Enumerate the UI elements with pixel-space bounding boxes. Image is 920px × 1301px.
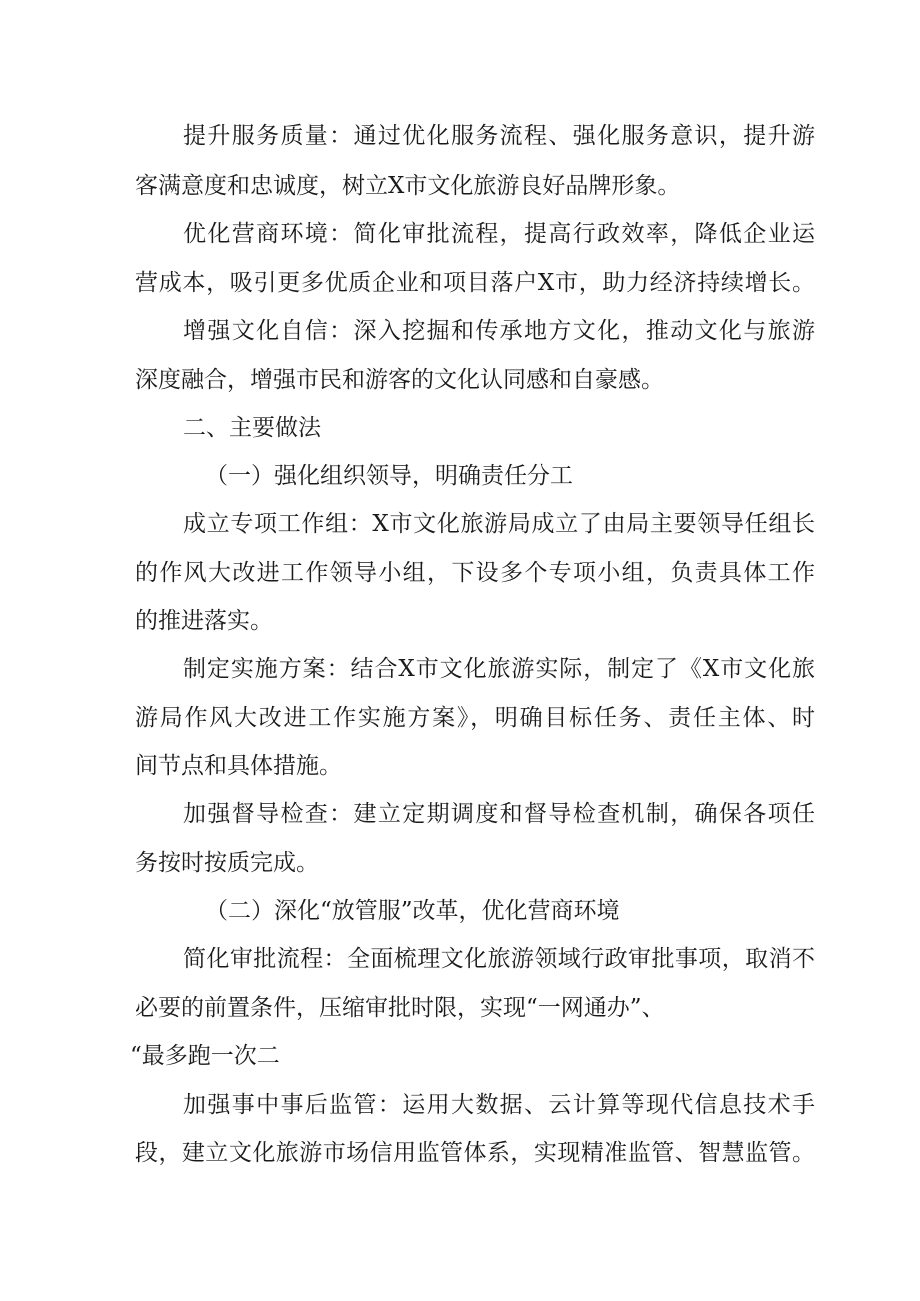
paragraph-cultural-confidence-line-1: 增强文化自信：深入挖掘和传承地方文化，推动文化与旅游 (183, 318, 815, 344)
paragraph-approval-process-line-2: 必要的前置条件，压缩审批时限，实现“一网通办”、 (135, 995, 665, 1021)
paragraph-service-quality-line-2: 客满意度和忠诚度，树立X市文化旅游良好品牌形象。 (135, 173, 681, 199)
paragraph-work-group-line-1: 成立专项工作组：X市文化旅游局成立了由局主要领导任组长 (183, 511, 815, 537)
subheading-organization-leadership: （一）强化组织领导，明确责任分工 (205, 463, 573, 489)
paragraph-work-group-line-3: 的推进落实。 (135, 608, 273, 634)
paragraph-implementation-plan-line-3: 间节点和具体措施。 (135, 753, 342, 779)
paragraph-cultural-confidence-line-2: 深度融合，增强市民和游客的文化认同感和自豪感。 (135, 367, 664, 393)
paragraph-approval-process-line-1: 简化审批流程：全面梳理文化旅游领域行政审批事项，取消不 (183, 946, 815, 972)
paragraph-business-env-line-1: 优化营商环境：简化审批流程，提高行政效率，降低企业运 (183, 221, 815, 247)
paragraph-work-group-line-2: 的作风大改进工作领导小组，下设多个专项小组，负责具体工作 (135, 560, 815, 586)
paragraph-supervision-line-1: 加强督导检查：建立定期调度和督导检查机制，确保各项任 (183, 801, 815, 827)
paragraph-business-env-line-2: 营成本，吸引更多优质企业和项目落户X市，助力经济持续增长。 (135, 270, 815, 296)
paragraph-supervision-line-2: 务按时按质完成。 (135, 850, 319, 876)
section-heading-main-practices: 二、主要做法 (183, 415, 321, 441)
paragraph-supervision-regulation-line-2: 段，建立文化旅游市场信用监管体系，实现精准监管、智慧监管。 (135, 1140, 815, 1166)
paragraph-implementation-plan-line-2: 游局作风大改进工作实施方案》，明确目标任务、责任主体、时 (135, 705, 815, 731)
paragraph-supervision-regulation-line-1: 加强事中事后监管：运用大数据、云计算等现代信息技术手 (183, 1092, 815, 1118)
subheading-reform-business-env: （二）深化“放管服”改革，优化营商环境 (205, 898, 620, 924)
paragraph-service-quality-line-1: 提升服务质量：通过优化服务流程、强化服务意识，提升游 (183, 123, 815, 149)
paragraph-approval-process-line-3: “最多跑一次二 (130, 1043, 280, 1069)
paragraph-implementation-plan-line-1: 制定实施方案：结合X市文化旅游实际，制定了《X市文化旅 (183, 656, 815, 682)
